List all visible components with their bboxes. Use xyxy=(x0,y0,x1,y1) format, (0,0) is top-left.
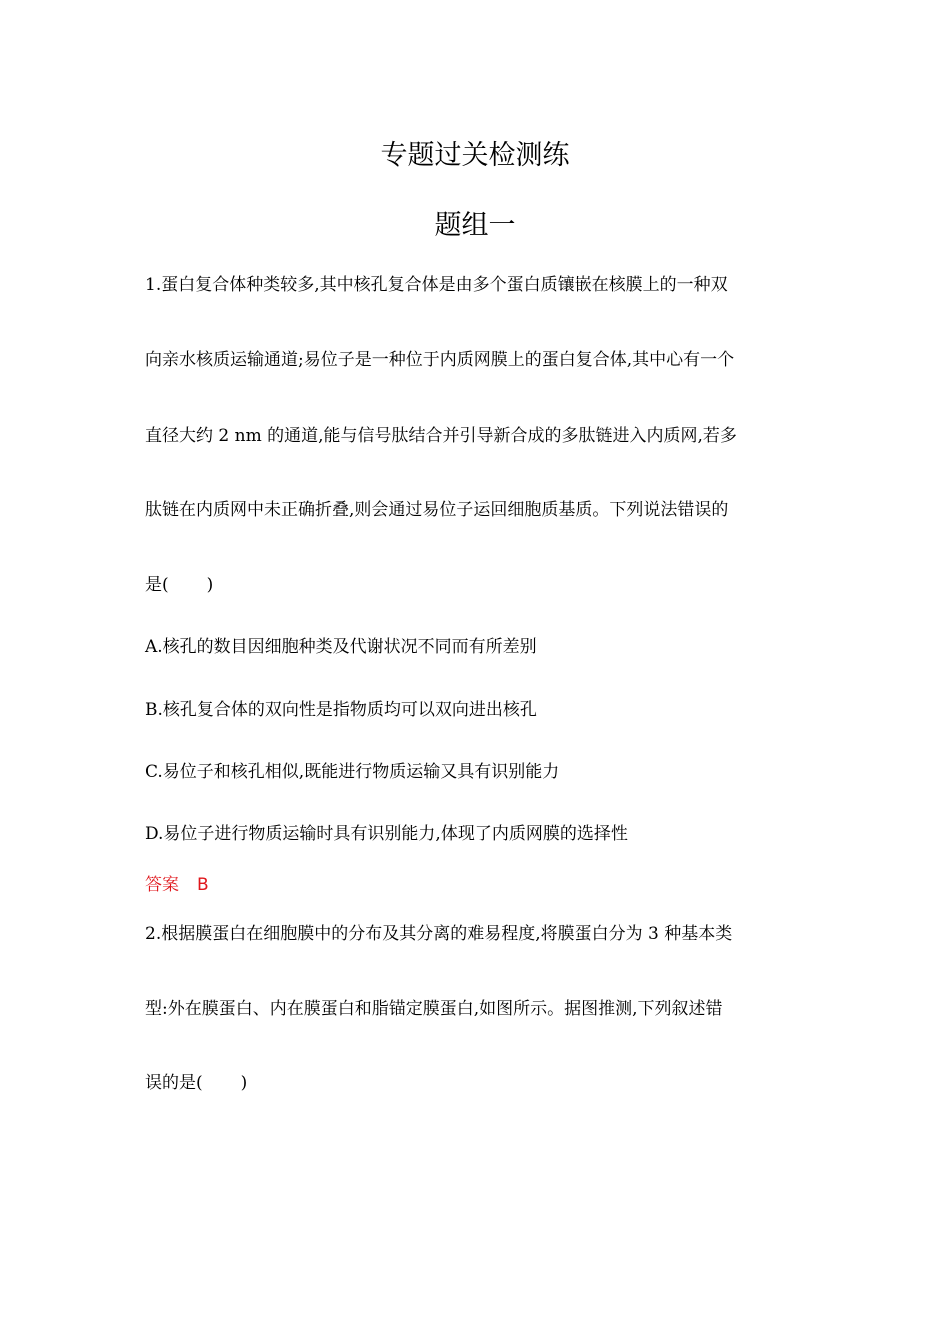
page-title: 专题过关检测练 xyxy=(380,140,570,171)
q2-stem-line-2: 型:外在膜蛋白、内在膜蛋白和脂锚定膜蛋白,如图所示。据图推测,下列叙述错 xyxy=(145,999,723,1019)
q2-stem-suffix: ) xyxy=(240,1073,248,1093)
q1-option-a: A.核孔的数目因细胞种类及代谢状况不同而有所差别 xyxy=(145,637,537,657)
q1-stem-line-2: 向亲水核质运输通道;易位子是一种位于内质网膜上的蛋白复合体,其中心有一个 xyxy=(145,350,735,370)
q2-stem-prefix: 误的是( xyxy=(145,1073,203,1093)
q1-stem-line-3: 直径大约 2 nm 的通道,能与信号肽结合并引导新合成的多肽链进入内质网,若多 xyxy=(145,426,737,446)
q1-option-b: B.核孔复合体的双向性是指物质均可以双向进出核孔 xyxy=(145,700,537,720)
answer-value: B xyxy=(197,875,209,895)
q1-stem-line-1: 1.蛋白复合体种类较多,其中核孔复合体是由多个蛋白质镶嵌在核膜上的一种双 xyxy=(145,275,728,295)
q1-stem-line-5 xyxy=(145,573,815,597)
q1-stem-line-4: 肽链在内质网中未正确折叠,则会通过易位子运回细胞质基质。下列说法错误的 xyxy=(145,500,729,520)
q2-stem-line-1: 2.根据膜蛋白在细胞膜中的分布及其分离的难易程度,将膜蛋白分为 3 种基本类 xyxy=(145,924,733,944)
answer-label: 答案 xyxy=(145,875,179,895)
q1-option-d: D.易位子进行物质运输时具有识别能力,体现了内质网膜的选择性 xyxy=(145,824,628,844)
q1-stem-prefix: 是( xyxy=(145,575,169,595)
q1-option-c: C.易位子和核孔相似,既能进行物质运输又具有识别能力 xyxy=(145,762,560,782)
section-title: 题组一 xyxy=(434,210,516,241)
q1-answer xyxy=(145,873,815,897)
q2-stem-line-3 xyxy=(145,1071,815,1095)
q1-stem-suffix: ) xyxy=(206,575,214,595)
